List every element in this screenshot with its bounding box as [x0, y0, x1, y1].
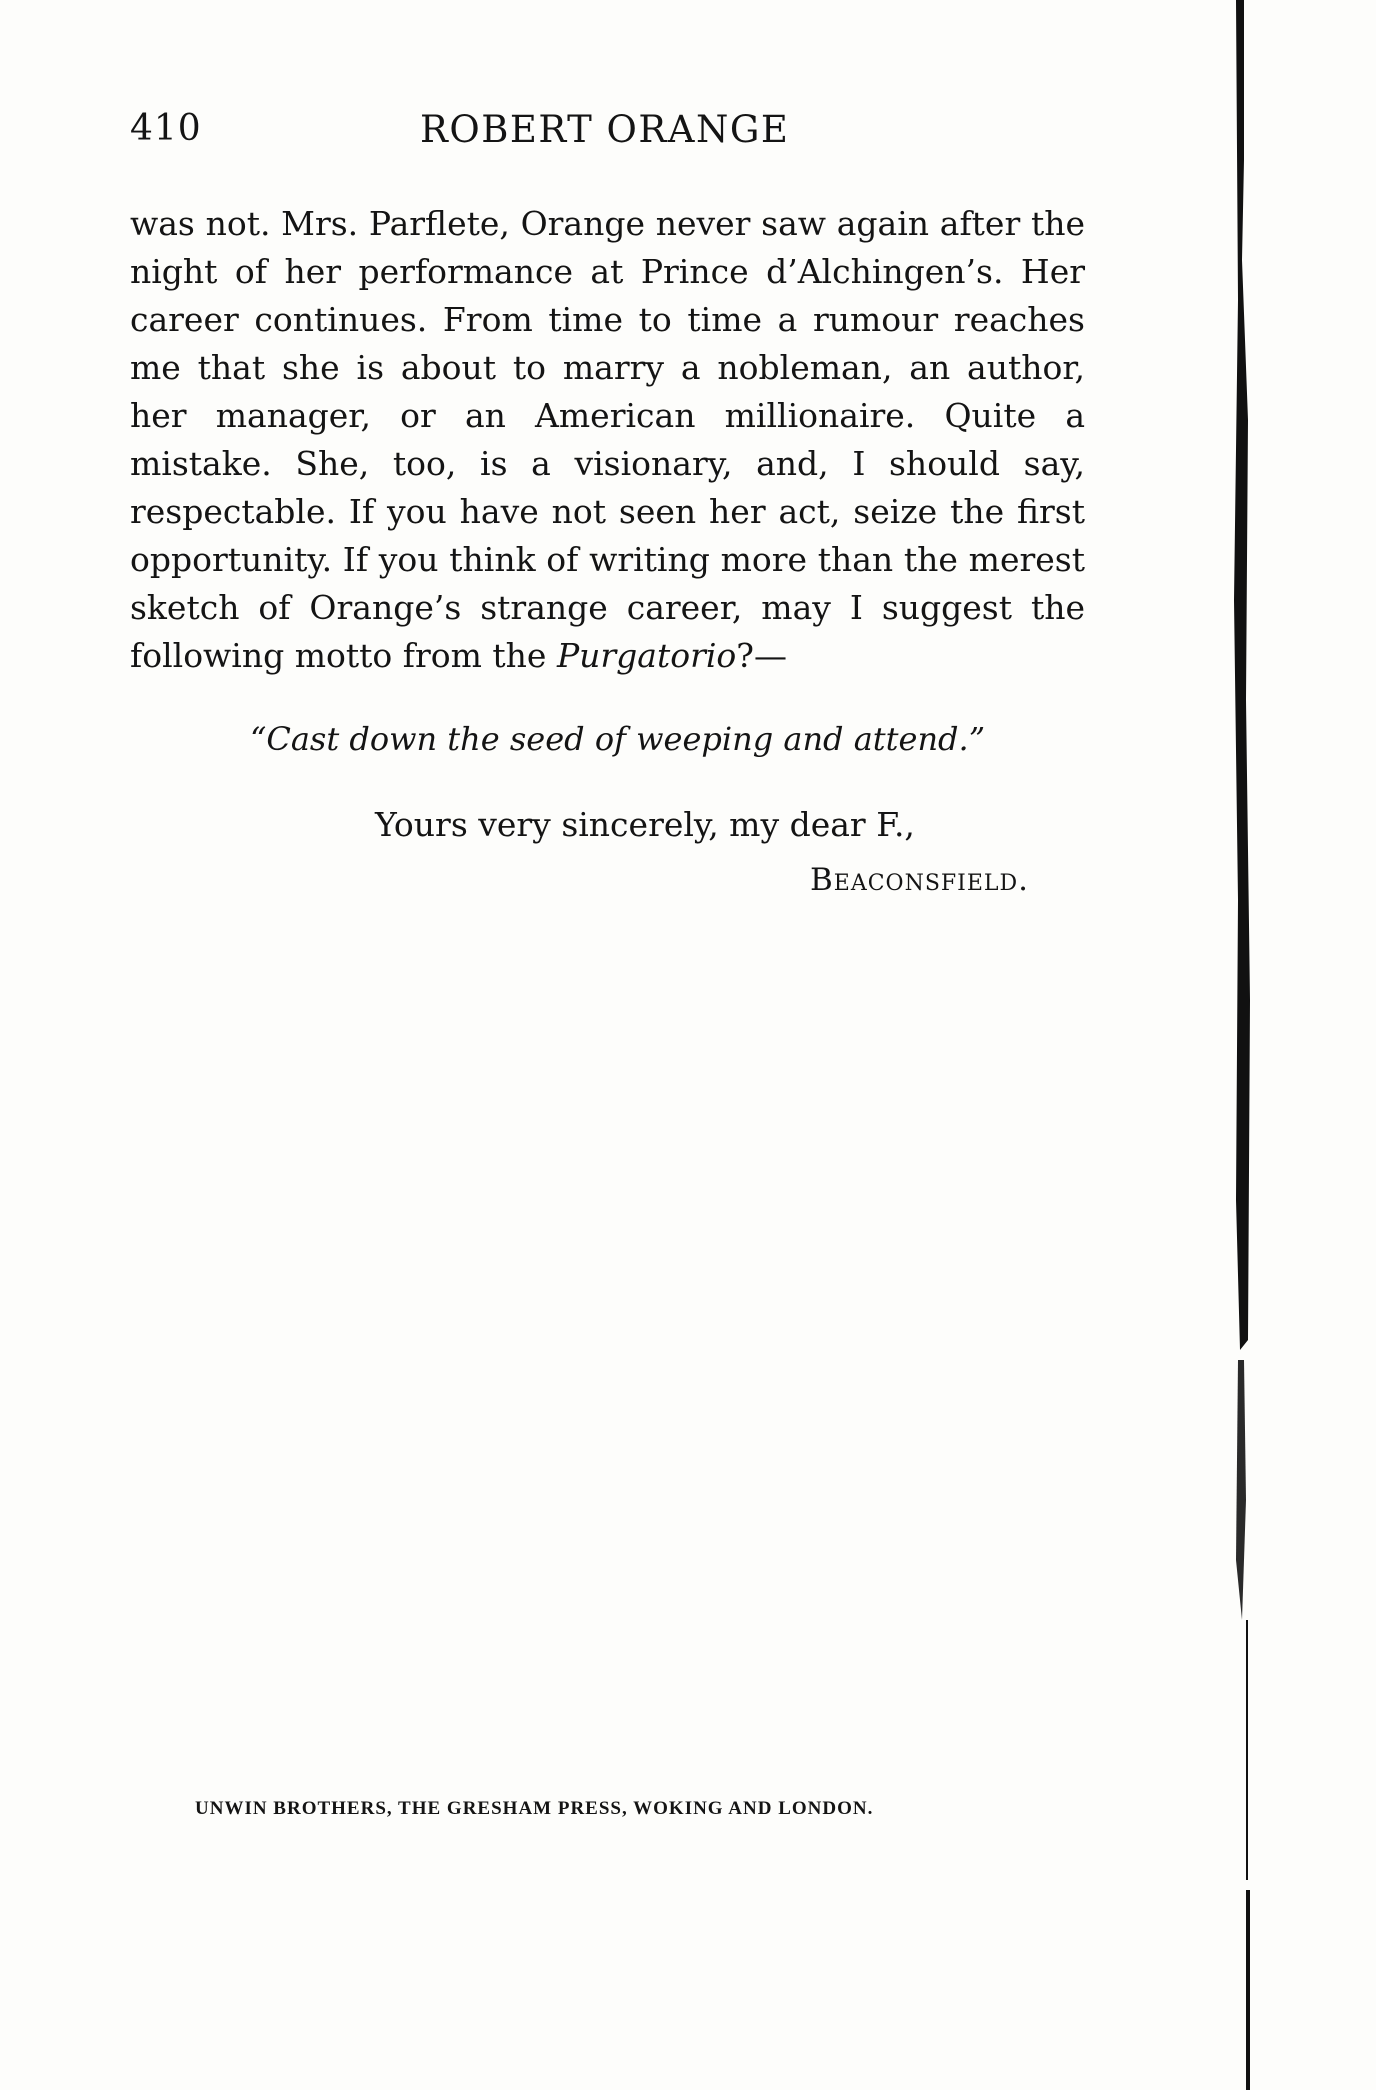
- binding-shadow-graphic: [1222, 0, 1252, 2090]
- epigraph-quote: “Cast down the seed of weeping and attend.”: [250, 720, 986, 758]
- running-head: ROBERT ORANGE: [420, 108, 790, 151]
- book-title-italic: Purgatorio: [556, 636, 737, 675]
- page-header: [130, 108, 1090, 158]
- page-number: 410: [130, 108, 202, 149]
- printer-imprint: UNWIN BROTHERS, THE GRESHAM PRESS, WOKING AND LONDON.: [195, 1798, 874, 1819]
- binding-edge-shadow: [1222, 0, 1252, 2090]
- body-text: [130, 200, 1085, 680]
- paragraph-tail: ?—: [736, 636, 787, 675]
- signature: Beaconsfield.: [810, 862, 1030, 898]
- body-paragraph: [130, 200, 1085, 680]
- letter-closing: Yours very sincerely, my dear F.,: [375, 805, 915, 844]
- paragraph-text: was not. Mrs. Parflete, Orange never saw again after the night of her performance at Prince d’Alchingen’s. Her career continues. From time to time a rumour reaches me that she is about to marry a nobleman, an author, her manager, or an American millionaire. Quite a mistake. She, too, is a visionary, and, I should say, respectable. If you have not seen her act, seize the first opportunity. If you think of writing more than the merest sketch of Orange’s strange career, may I suggest the following motto from the: [130, 204, 1085, 675]
